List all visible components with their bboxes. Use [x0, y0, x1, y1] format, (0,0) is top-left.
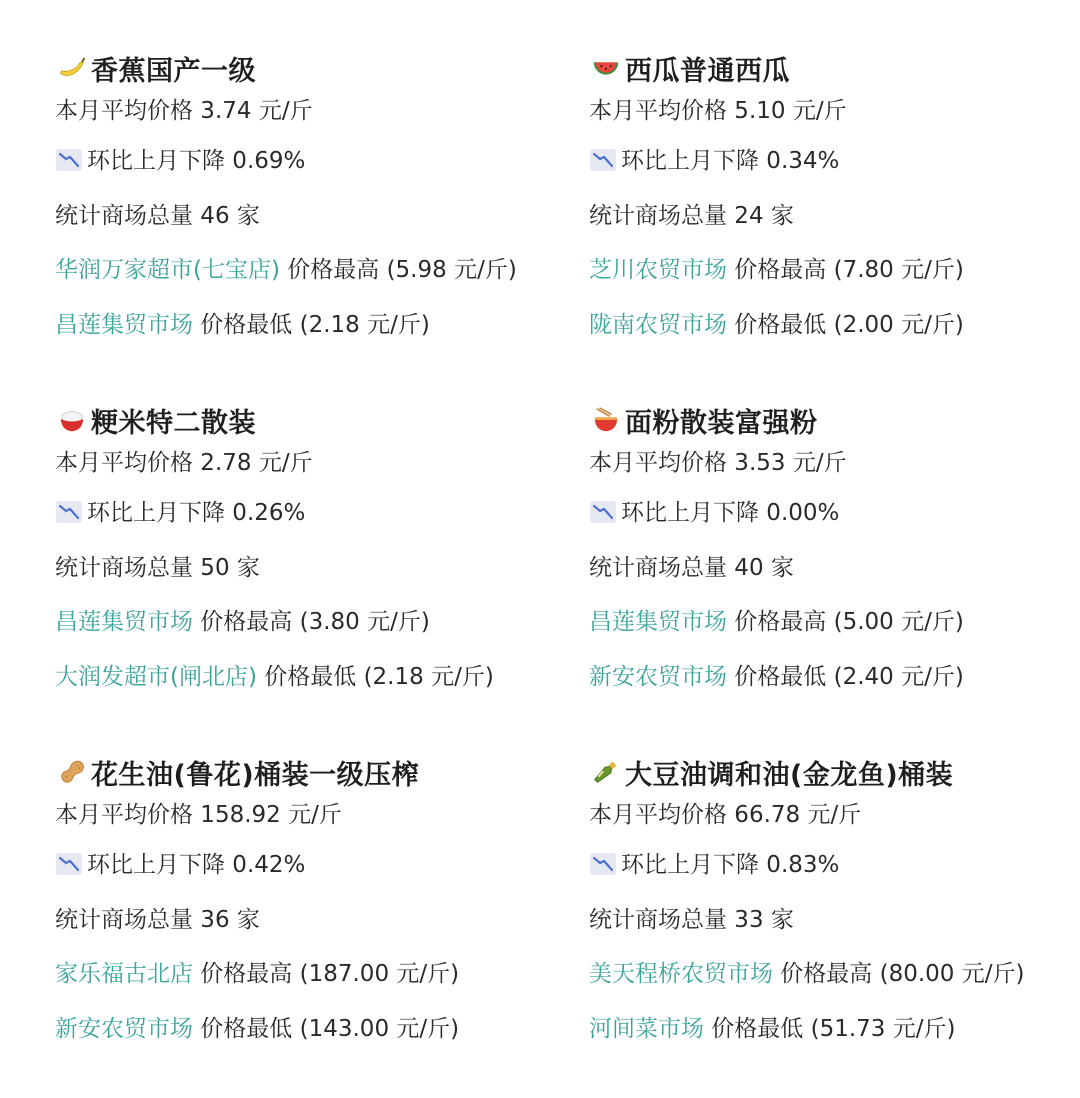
highest-price-row — [589, 947, 1080, 1002]
chart-decreasing-icon — [589, 842, 617, 866]
highest-store-link[interactable]: 昌莲集贸市场 — [589, 609, 727, 635]
lowest-price-row — [55, 298, 555, 353]
store-count: 统计商场总量 36 家 — [55, 906, 260, 933]
price-card-peanut-oil — [55, 752, 555, 1056]
lowest-store-link[interactable]: 大润发超市(闸北店) — [55, 663, 257, 690]
chart-decreasing-icon — [55, 490, 83, 514]
peanut-icon — [55, 755, 89, 789]
lowest-price-text: 价格最低 (2.40 元/斤) — [727, 663, 964, 690]
lowest-store-link[interactable]: 陇南农贸市场 — [589, 311, 727, 338]
lowest-price-row — [589, 298, 1080, 353]
chart-decreasing-icon — [589, 490, 617, 514]
card-title — [55, 48, 555, 88]
lowest-price-row — [55, 1002, 555, 1057]
trend-text: 环比上月下降 0.26% — [87, 500, 306, 526]
trend-row — [55, 486, 555, 541]
card-title — [55, 400, 555, 440]
bottle-icon — [589, 755, 623, 789]
chart-decreasing-icon — [55, 138, 83, 162]
store-count: 统计商场总量 50 家 — [55, 554, 260, 581]
highest-price-text: 价格最高 (3.80 元/斤) — [193, 609, 430, 635]
card-title — [589, 400, 1080, 440]
trend-row — [589, 486, 1080, 541]
highest-price-row — [55, 243, 555, 298]
trend-row — [55, 134, 555, 189]
highest-price-text: 价格最高 (80.00 元/斤) — [773, 961, 1025, 987]
trend-text: 环比上月下降 0.42% — [87, 852, 306, 878]
trend-row — [589, 838, 1080, 893]
store-count: 统计商场总量 33 家 — [589, 906, 794, 933]
lowest-store-link[interactable]: 昌莲集贸市场 — [55, 311, 193, 338]
card-title-text: 西瓜普通西瓜 — [625, 55, 790, 87]
trend-row — [589, 134, 1080, 189]
chart-decreasing-icon — [589, 138, 617, 162]
avg-price: 本月平均价格 3.53 元/斤 — [589, 450, 847, 476]
price-card-flour — [589, 400, 1080, 704]
price-card-watermelon — [589, 48, 1080, 352]
trend-text: 环比上月下降 0.69% — [87, 148, 306, 174]
lowest-price-row — [55, 650, 555, 705]
highest-price-row — [589, 595, 1080, 650]
lowest-price-row — [589, 650, 1080, 705]
highest-store-link[interactable]: 芝川农贸市场 — [589, 257, 727, 283]
price-card-rice — [55, 400, 555, 704]
noodle-bowl-icon — [589, 403, 623, 437]
banana-icon — [55, 51, 89, 85]
lowest-price-text: 价格最低 (51.73 元/斤) — [704, 1015, 956, 1042]
card-title — [589, 48, 1080, 88]
highest-store-link[interactable]: 美天程桥农贸市场 — [589, 961, 773, 987]
lowest-store-link[interactable]: 新安农贸市场 — [589, 663, 727, 690]
highest-price-row — [55, 947, 555, 1002]
avg-price: 本月平均价格 66.78 元/斤 — [589, 802, 862, 828]
lowest-store-link[interactable]: 新安农贸市场 — [55, 1015, 193, 1042]
chart-decreasing-icon — [55, 842, 83, 866]
highest-price-text: 价格最高 (5.00 元/斤) — [727, 609, 964, 635]
avg-price: 本月平均价格 158.92 元/斤 — [55, 802, 342, 828]
store-count: 统计商场总量 46 家 — [55, 202, 260, 229]
card-title-text: 面粉散装富强粉 — [625, 407, 818, 439]
lowest-price-row — [589, 1002, 1080, 1057]
highest-price-text: 价格最高 (5.98 元/斤) — [279, 257, 517, 283]
lowest-price-text: 价格最低 (2.18 元/斤) — [256, 663, 494, 690]
card-title — [55, 752, 555, 792]
trend-text: 环比上月下降 0.34% — [621, 148, 840, 174]
store-count: 统计商场总量 24 家 — [589, 202, 794, 229]
watermelon-icon — [589, 51, 623, 85]
price-card-soybean-oil — [589, 752, 1080, 1056]
trend-text: 环比上月下降 0.00% — [621, 500, 840, 526]
card-title-text: 香蕉国产一级 — [91, 55, 256, 87]
trend-row — [55, 838, 555, 893]
lowest-price-text: 价格最低 (2.18 元/斤) — [193, 311, 430, 338]
lowest-store-link[interactable]: 河间菜市场 — [589, 1015, 704, 1042]
rice-bowl-icon — [55, 403, 89, 437]
avg-price: 本月平均价格 3.74 元/斤 — [55, 98, 313, 124]
card-title-text: 大豆油调和油(金龙鱼)桶装 — [625, 759, 954, 791]
card-title — [589, 752, 1080, 792]
store-count: 统计商场总量 40 家 — [589, 554, 794, 581]
price-card-banana — [55, 48, 555, 352]
highest-price-row — [589, 243, 1080, 298]
highest-store-link[interactable]: 家乐福古北店 — [55, 961, 193, 987]
highest-store-link[interactable]: 昌莲集贸市场 — [55, 609, 193, 635]
lowest-price-text: 价格最低 (143.00 元/斤) — [193, 1015, 460, 1042]
highest-price-text: 价格最高 (187.00 元/斤) — [193, 961, 460, 987]
highest-price-text: 价格最高 (7.80 元/斤) — [727, 257, 964, 283]
lowest-price-text: 价格最低 (2.00 元/斤) — [727, 311, 964, 338]
card-title-text: 花生油(鲁花)桶装一级压榨 — [91, 759, 420, 791]
highest-store-link[interactable]: 华润万家超市(七宝店) — [55, 257, 280, 283]
trend-text: 环比上月下降 0.83% — [621, 852, 840, 878]
highest-price-row — [55, 595, 555, 650]
card-title-text: 粳米特二散装 — [91, 407, 256, 439]
avg-price: 本月平均价格 5.10 元/斤 — [589, 98, 847, 124]
avg-price: 本月平均价格 2.78 元/斤 — [55, 450, 313, 476]
